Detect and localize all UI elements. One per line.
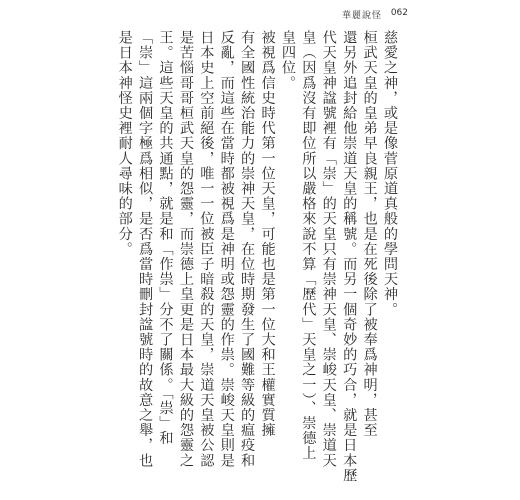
text-line: 代天皇神諡號裡有「崇」的天皇只有崇神天皇、崇峻天皇、崇道天: [320, 30, 337, 468]
text-line: 皇（因爲沒有即位所以嚴格來說不算「歷代」天皇之一）、崇德上: [300, 30, 317, 461]
text-line: 日本史上空前絕後，唯一一位被臣子暗殺的天皇，崇道天皇被公認: [198, 30, 215, 468]
text-line: 是苦惱哥哥桓武天皇的怨靈，而崇德上皇更是日本最大級的怨靈之: [177, 30, 194, 468]
text-line: 王。這些天皇的共通點，就是和「作祟」分不了關係。「祟」和: [157, 30, 174, 446]
body-text: [114, 30, 400, 483]
text-line: 被視爲信史時代第一位天皇，可能也是第一位大和王權實質擁: [259, 30, 276, 438]
text-line: 有全國性統治能力的崇神天皇，在位時期發生了國難等級的瘟疫和: [239, 30, 256, 468]
text-line: 是日本神怪史裡耐人尋味的部分。: [116, 30, 133, 257]
running-head: 華麗說怪: [341, 11, 382, 21]
text-line: 「崇」這兩個字極爲相似，是否爲當時刪封諡號時的故意之舉，也: [137, 30, 154, 468]
page-number: 062: [390, 8, 408, 18]
text-line: 皇四位。: [279, 30, 296, 91]
text-line: 慈愛之神，或是像菅原道真般的學問天神。: [382, 30, 398, 317]
text-line: 還另外追封給他崇道天皇的稱號。而另一個奇妙的巧合，就是日本歷: [341, 30, 358, 483]
text-line: 桓武天皇的皇弟早良親王，也是在死後除了被奉爲神明，甚至: [361, 30, 378, 438]
text-line: 反亂，而這些在當時都被視爲是神明或怨靈的作祟。崇峻天皇則是: [218, 30, 235, 468]
